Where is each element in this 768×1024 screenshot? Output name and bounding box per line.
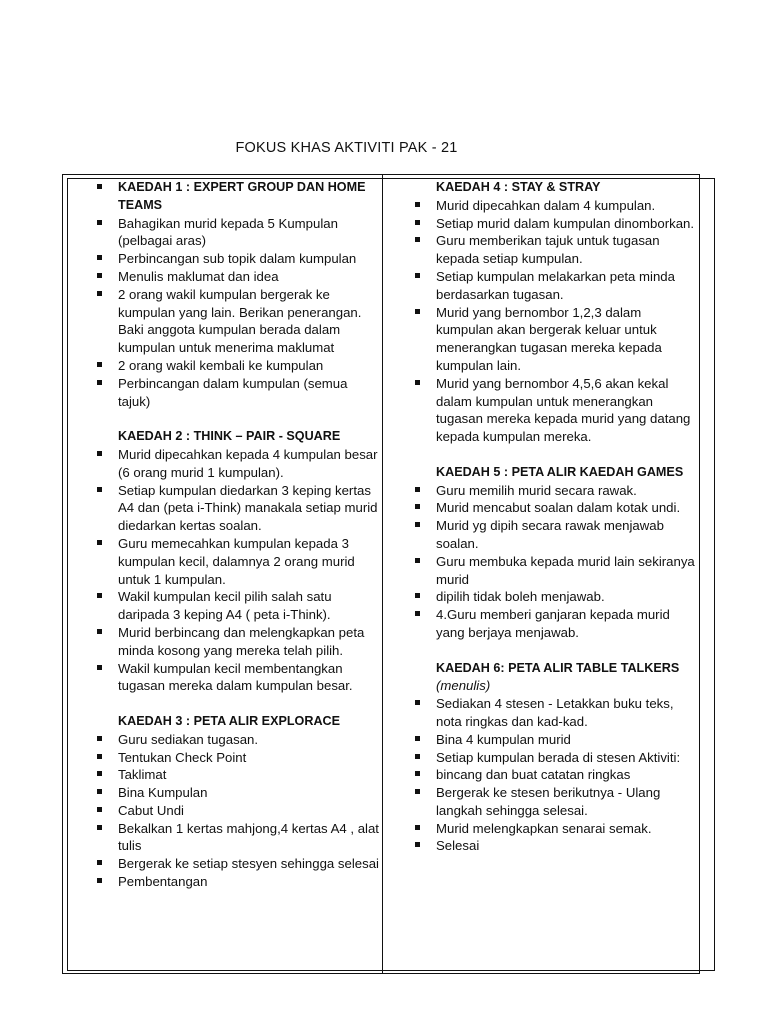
bullet-icon xyxy=(415,842,420,847)
section-kaedah-5 xyxy=(412,464,697,642)
list-item xyxy=(94,873,380,891)
list-item xyxy=(94,660,380,696)
bullet-icon xyxy=(415,309,420,314)
list-item xyxy=(412,731,697,749)
list-item xyxy=(94,784,380,802)
right-column xyxy=(412,179,697,855)
bullet-icon xyxy=(97,807,102,812)
section-kaedah-1 xyxy=(94,179,380,410)
bullet-icon xyxy=(97,487,102,492)
list-item-text: Murid dipecahkan kepada 4 kumpulan besar (6 orang murid 1 kumpulan). xyxy=(118,446,378,480)
list-item-text: Bahagikan murid kepada 5 Kumpulan (pelbagai aras) xyxy=(118,215,338,249)
list-item-text: Murid yang bernombor 1,2,3 dalam kumpulan akan bergerak keluar untuk menerangkan tugasan mereka kepada kumpulan lain. xyxy=(436,304,662,373)
list-item xyxy=(412,837,697,855)
list-item xyxy=(94,357,380,375)
list-item xyxy=(94,766,380,784)
list-item xyxy=(412,268,697,304)
list-item-text: Menulis maklumat dan idea xyxy=(118,268,279,284)
list-item-text: Setiap murid dalam kumpulan dinomborkan. xyxy=(436,215,695,231)
bullet-icon xyxy=(415,771,420,776)
list-item xyxy=(412,499,697,517)
list-item xyxy=(94,802,380,820)
list-item xyxy=(412,517,697,553)
list-item-text: Setiap kumpulan diedarkan 3 keping kertas A4 dan (peta i-Think) manakala setiap murid diedarkan kertas soalan. xyxy=(118,482,378,534)
list-item xyxy=(94,588,380,624)
list-item xyxy=(94,375,380,411)
bullet-icon xyxy=(97,754,102,759)
bullet-icon xyxy=(415,736,420,741)
item-list xyxy=(412,197,697,446)
bullet-icon xyxy=(97,789,102,794)
list-item xyxy=(94,482,380,535)
list-item-text: Bina Kumpulan xyxy=(118,785,208,801)
bullet-icon xyxy=(97,255,102,260)
bullet-icon xyxy=(97,291,102,296)
list-item-text: Guru membuka kepada murid lain sekiranya murid xyxy=(436,553,695,587)
section-heading: KAEDAH 5 : PETA ALIR KAEDAH GAMES xyxy=(436,464,684,479)
item-list xyxy=(94,446,380,695)
list-item xyxy=(412,482,697,500)
item-list xyxy=(94,731,380,891)
bullet-icon xyxy=(97,860,102,865)
bullet-icon xyxy=(97,362,102,367)
list-item-text: Murid melengkapkan senarai semak. xyxy=(436,820,652,836)
list-item xyxy=(94,250,380,268)
bullet-icon xyxy=(97,878,102,883)
bullet-icon xyxy=(415,789,420,794)
bullet-icon xyxy=(415,237,420,242)
list-item-text: Murid dipecahkan dalam 4 kumpulan. xyxy=(436,197,656,213)
list-item-text: Perbincangan sub topik dalam kumpulan xyxy=(118,251,357,267)
list-item-text: Bina 4 kumpulan murid xyxy=(436,731,571,747)
list-item-text: Murid mencabut soalan dalam kotak undi. xyxy=(436,500,681,516)
bullet-icon xyxy=(97,629,102,634)
list-item xyxy=(412,695,697,731)
section-subheading: (menulis) xyxy=(436,678,491,694)
list-item-text: Murid yang bernombor 4,5,6 akan kekal dalam kumpulan untuk menerangkan tugasan mereka kepada murid yang datang kepada kumpulan mereka. xyxy=(436,375,691,445)
section-heading: KAEDAH 2 : THINK – PAIR - SQUARE xyxy=(118,429,341,444)
list-item xyxy=(94,855,380,873)
document-title: FOKUS KHAS AKTIVITI PAK - 21 xyxy=(235,140,458,156)
bullet-icon xyxy=(415,202,420,207)
list-item-text: Pembentangan xyxy=(118,874,208,890)
list-item-text: Murid yg dipih secara rawak menjawab soalan. xyxy=(436,518,664,551)
list-item-text: Guru memilih murid secara rawak. xyxy=(436,482,637,498)
bullet-icon xyxy=(415,611,420,616)
bullet-icon xyxy=(97,736,102,741)
section-heading-text: KAEDAH 1 : EXPERT GROUP DAN HOME TEAMS xyxy=(118,180,366,212)
section-kaedah-6 xyxy=(412,660,697,856)
list-item xyxy=(412,606,697,642)
bullet-icon xyxy=(415,380,420,385)
bullet-icon xyxy=(97,771,102,776)
list-item-text: dipilih tidak boleh menjawab. xyxy=(436,589,605,605)
list-item-text: Bekalkan 1 kertas mahjong,4 kertas A4 , alat tulis xyxy=(118,820,379,854)
list-item xyxy=(412,375,697,446)
list-item-text: Cabut Undi xyxy=(118,802,184,818)
list-item-text: Setiap kumpulan melakarkan peta minda berdasarkan tugasan. xyxy=(436,268,675,302)
list-item xyxy=(94,215,380,251)
list-item-text: Wakil kumpulan kecil pilih salah satu daripada 3 keping A4 ( peta i-Think). xyxy=(118,589,332,623)
list-item-text: 2 orang wakil kembali ke kumpulan xyxy=(118,357,324,373)
item-list xyxy=(412,482,697,642)
bullet-icon xyxy=(97,184,102,189)
bullet-icon xyxy=(415,825,420,830)
list-item-text: Murid berbincang dan melengkapkan peta minda kosong yang mereka telah pilih. xyxy=(118,624,365,658)
list-item-text: Guru memecahkan kumpulan kepada 3 kumpulan kecil, dalamnya 2 orang murid untuk 1 kumpulan. xyxy=(118,535,355,587)
bullet-icon xyxy=(97,220,102,225)
list-item-text: bincang dan buat catatan ringkas xyxy=(436,767,631,783)
bullet-icon xyxy=(415,593,420,598)
bullet-icon xyxy=(97,451,102,456)
list-item-text: 2 orang wakil kumpulan bergerak ke kumpulan yang lain. Berikan penerangan. Baki anggota kumpulan berada dalam kumpulan untuk menerima maklumat xyxy=(118,286,362,356)
list-item xyxy=(412,304,697,375)
list-item xyxy=(412,588,697,606)
bullet-icon xyxy=(415,220,420,225)
bullet-icon xyxy=(415,487,420,492)
bullet-icon xyxy=(415,754,420,759)
bullet-icon xyxy=(415,700,420,705)
section-heading: KAEDAH 4 : STAY & STRAY xyxy=(436,180,601,194)
list-item xyxy=(94,820,380,856)
bullet-icon xyxy=(415,504,420,509)
section-kaedah-2 xyxy=(94,428,380,695)
list-item-text: Sediakan 4 stesen - Letakkan buku teks, nota ringkas dan kad-kad. xyxy=(436,696,674,729)
column-divider xyxy=(382,175,383,974)
list-item-text: Setiap kumpulan berada di stesen Aktiviti: xyxy=(436,749,681,765)
item-list xyxy=(412,695,697,855)
bullet-icon xyxy=(97,540,102,545)
section-kaedah-4 xyxy=(412,179,697,446)
list-item xyxy=(94,268,380,286)
list-item-text: Tentukan Check Point xyxy=(118,749,247,765)
section-heading: KAEDAH 6: PETA ALIR TABLE TALKERS xyxy=(436,660,680,675)
section-heading: KAEDAH 3 : PETA ALIR EXPLORACE xyxy=(118,713,341,728)
list-item-text: 4.Guru memberi ganjaran kepada murid yang berjaya menjawab. xyxy=(436,607,670,640)
list-item-text: Bergerak ke setiap stesyen sehingga selesai xyxy=(118,856,379,872)
section-kaedah-3 xyxy=(94,713,380,891)
list-item xyxy=(94,749,380,767)
list-item-text: Wakil kumpulan kecil membentangkan tugasan mereka dalam kumpulan besar. xyxy=(118,660,353,694)
bullet-icon xyxy=(415,522,420,527)
list-item xyxy=(94,535,380,588)
section-heading xyxy=(94,179,380,215)
list-item xyxy=(94,731,380,749)
list-item xyxy=(412,215,697,233)
list-item-text: Perbincangan dalam kumpulan (semua tajuk) xyxy=(118,375,348,409)
list-item xyxy=(412,820,697,838)
bullet-icon xyxy=(97,380,102,385)
list-item xyxy=(412,553,697,589)
list-item-text: Guru memberikan tajuk untuk tugasan kepada setiap kumpulan. xyxy=(436,233,660,267)
list-item xyxy=(412,766,697,784)
bullet-icon xyxy=(97,665,102,670)
list-item-text: Guru sediakan tugasan. xyxy=(118,731,259,747)
list-item xyxy=(94,446,380,482)
list-item-text: Bergerak ke stesen berikutnya - Ulang langkah sehingga selesai. xyxy=(436,785,661,818)
left-column xyxy=(94,179,380,891)
list-item-text: Selesai xyxy=(436,838,480,854)
list-item xyxy=(94,286,380,357)
list-item-text: Taklimat xyxy=(118,767,167,783)
bullet-icon xyxy=(97,825,102,830)
bullet-icon xyxy=(415,273,420,278)
bullet-icon xyxy=(97,593,102,598)
list-item xyxy=(94,624,380,660)
list-item xyxy=(412,197,697,215)
list-item xyxy=(412,232,697,268)
item-list xyxy=(94,215,380,411)
list-item xyxy=(412,749,697,767)
bullet-icon xyxy=(97,273,102,278)
list-item xyxy=(412,784,697,820)
bullet-icon xyxy=(415,558,420,563)
